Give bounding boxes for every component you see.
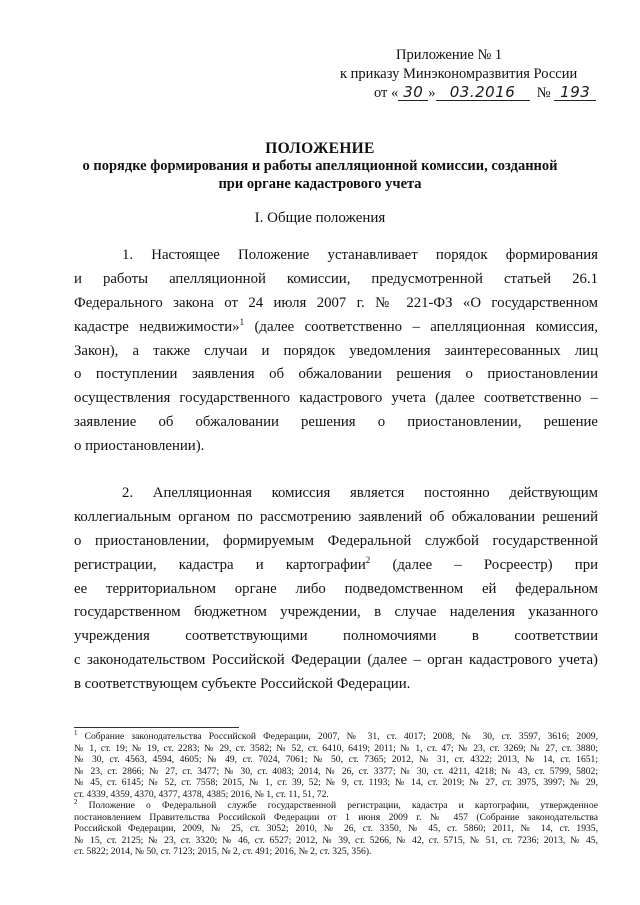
paragraph-line: 2. Апелляционная комиссия является постоянно действующим xyxy=(122,485,598,501)
handwritten-month-year: 03.2016 xyxy=(436,84,530,101)
footnote-line xyxy=(74,728,598,743)
paragraph-line: в соответствующем субъекте Российской Федерации. xyxy=(74,676,411,693)
law-name-text: кадастре недвижимости» xyxy=(74,318,240,335)
footnote-divider xyxy=(74,727,239,728)
document-subtitle-line-1: о порядке формирования и работы апелляционной комиссии, созданной xyxy=(82,158,558,174)
order-reference: к приказу Минэкономразвития России xyxy=(340,66,578,82)
footnote-ref: 2 xyxy=(365,554,371,565)
paragraph-line: о приостановлении). xyxy=(74,438,205,455)
footnote-text: Положение о Федеральной службе государственной регистрации, кадастра и картографии, утвержденное xyxy=(77,800,598,811)
footnote-2 xyxy=(74,797,598,858)
paragraph-line: государственном бюджетном учреждении, в случае наделения указанного xyxy=(74,604,598,621)
footnote-number: 2 xyxy=(74,797,78,806)
paragraph-line: ее территориальном органе либо подведомственном ей федеральном xyxy=(74,580,598,597)
section-heading: I. Общие положения xyxy=(254,210,386,226)
footnote-line: № 30, ст. 4563, 4594, 4605; № 49, ст. 7024, 7061; № 50, ст. 7365; 2012, № 31, ст. 4322; 2013, № 14, ст. 1651; xyxy=(74,754,598,766)
footnote-number: 1 xyxy=(74,728,78,737)
footnote-ref: 1 xyxy=(239,316,245,327)
rosreestr-text: регистрации, кадастра и картографии xyxy=(74,556,366,573)
footnote-line: Российской Федерации, 2009, № 25, ст. 3052; 2010, № 26, ст. 3350, № 45, ст. 5860; 2011, № 14, ст. 1935, xyxy=(74,823,598,835)
paragraph-1 xyxy=(74,244,598,459)
paragraph-line: Федерального закона от 24 июля 2007 г. № 221-ФЗ «О государственном xyxy=(74,294,598,311)
footnote-line: № 45, ст. 6145; № 52, ст. 7558; 2015, № 1, ст. 39, 52; № 9, ст. 1193; № 14, ст. 2019; № 27, ст. 3975, 3997; № 29, xyxy=(74,777,598,789)
footnote-1 xyxy=(74,728,598,801)
footnote-line: ст. 5822; 2014, № 50, ст. 7123; 2015, № 2, ст. 491; 2016, № 2, ст. 325, 356). xyxy=(74,846,372,858)
document-title: ПОЛОЖЕНИЕ xyxy=(265,140,375,157)
paragraph-line: Закон), а также случаи и порядок уведомления заинтересованных лиц xyxy=(74,342,598,359)
order-date-line xyxy=(336,84,596,103)
handwritten-day: 30 xyxy=(398,84,428,101)
handwritten-order-number: 193 xyxy=(554,84,596,101)
paragraph-line: и работы апелляционной комиссии, предусмотренной статьей 26.1 xyxy=(74,270,598,287)
paragraph-line-rest: (далее соответственно – апелляционная комиссия, xyxy=(244,318,598,335)
paragraph-line: с законодательством Российской Федерации (далее – орган кадастрового учета) xyxy=(74,652,598,669)
footnote-line xyxy=(74,797,598,812)
footnote-line: № 15, ст. 2125; № 23, ст. 3320; № 46, ст. 6527; 2012, № 39, ст. 5266, № 42, ст. 5715, № 51, ст. 7236; 2013, № 45, xyxy=(74,834,598,846)
footnote-line: постановлением Правительства Российской Федерации от 1 июня 2009 г. № 457 (Собрание законодательства xyxy=(74,811,598,823)
paragraph-2 xyxy=(74,482,598,697)
paragraph-line-rest: (далее – Росреестр) при xyxy=(370,556,599,573)
paragraph-line xyxy=(74,554,598,578)
paragraph-line: осуществления государственного кадастрового учета (далее соответственно – xyxy=(74,390,598,407)
footnote-line: № 1, ст. 19; № 19, ст. 2283; № 29, ст. 3582; № 52, ст. 6410, 6419; 2011; № 1, ст. 47; № 23, ст. 3269; № 27, ст. 3880; xyxy=(74,742,598,754)
paragraph-line: о приостановлении, формируемым Федеральной службой государственной xyxy=(74,532,598,549)
document-subtitle-line-2: при органе кадастрового учета xyxy=(218,176,422,192)
date-separator: » xyxy=(428,85,436,101)
paragraph-line: 1. Настоящее Положение устанавливает порядок формирования xyxy=(122,247,598,263)
footnote-line: ст. 4339, 4359, 4370, 4377, 4378, 4385; 2016, № 1, ст. 11, 51, 72. xyxy=(74,788,329,800)
annex-header xyxy=(336,46,596,103)
paragraph-line: коллегиальным органом по рассмотрению заявлений об обжаловании решений xyxy=(74,508,598,525)
paragraph-line xyxy=(74,316,598,340)
date-prefix: от « xyxy=(374,85,399,101)
paragraph-line: заявление об обжаловании решения о приостановлении, решение xyxy=(74,414,598,431)
footnote-line: № 23, ст. 2866; № 27, ст. 3477; № 30, ст. 4083; 2014, № 26, ст. 3377; № 30, ст. 4211, 4218; № 43, ст. 5799, 5802; xyxy=(74,765,598,777)
paragraph-line: учреждения соответствующими полномочиями в соответствии xyxy=(74,628,598,645)
footnote-text: Собрание законодательства Российской Федерации, 2007, № 31, ст. 4017; 2008, № 30, ст. 3597, 3616; 2009, xyxy=(77,731,598,742)
number-sign: № xyxy=(536,85,551,101)
annex-line: Приложение № 1 xyxy=(396,47,503,63)
paragraph-line: о поступлении заявления об обжаловании решения о приостановлении xyxy=(74,366,598,383)
